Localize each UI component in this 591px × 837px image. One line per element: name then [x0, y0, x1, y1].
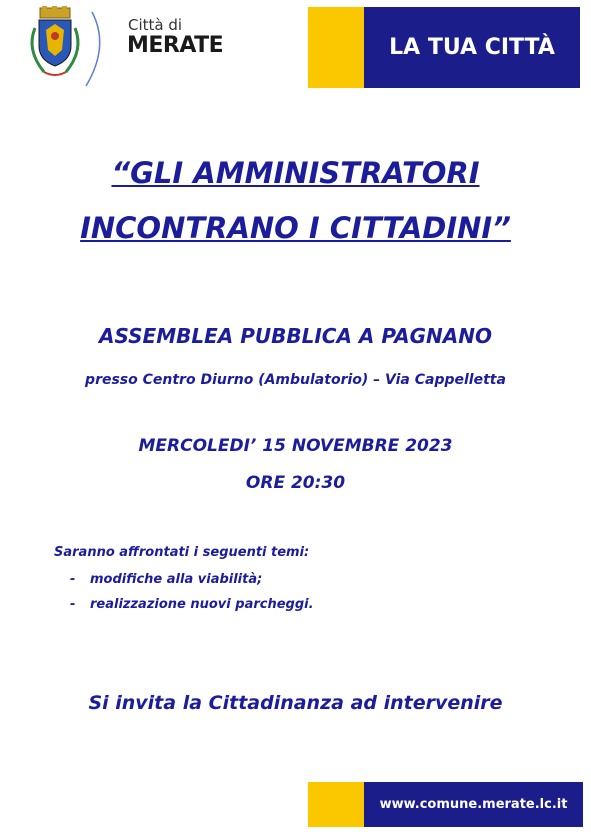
topic-item-text: modifiche alla viabilità; [90, 572, 263, 587]
header-yellow-block [308, 7, 364, 88]
event-location: presso Centro Diurno (Ambulatorio) – Via Cappelletta [85, 372, 506, 388]
footer-yellow-block [308, 782, 364, 827]
event-time: ORE 20:30 [245, 473, 346, 493]
topic-item: - modifiche alla viabilità; [70, 572, 263, 587]
city-prefix: Città di [128, 16, 183, 34]
footer-website: www.comune.merate.lc.it [364, 782, 583, 827]
header-banner: LA TUA CITTÀ [364, 7, 580, 88]
topic-item-text: realizzazione nuovi parcheggi. [90, 597, 314, 612]
title-line-2: INCONTRANO I CITTADINI” [80, 211, 511, 245]
title-line-1: “GLI AMMINISTRATORI [111, 156, 480, 190]
topics-intro: Saranno affrontati i seguenti temi: [54, 545, 310, 560]
city-name: MERATE [127, 33, 224, 58]
event-date: MERCOLEDI’ 15 NOVEMBRE 2023 [138, 436, 453, 456]
topic-item: - realizzazione nuovi parcheggi. [70, 597, 314, 612]
invitation-text: Si invita la Cittadinanza ad intervenire [88, 692, 503, 714]
event-name: ASSEMBLEA PUBBLICA A PAGNANO [98, 324, 493, 348]
merate-coat-of-arms-logo [22, 6, 112, 88]
